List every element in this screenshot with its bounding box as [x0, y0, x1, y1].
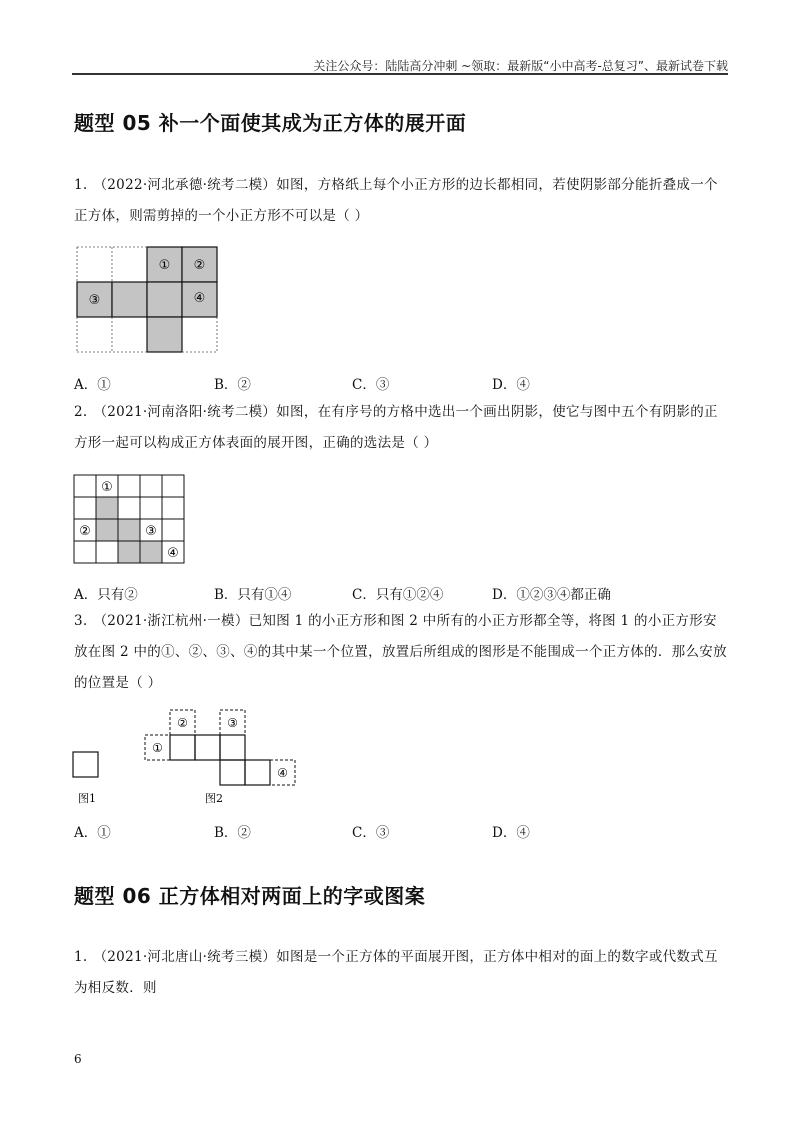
question-number: 2.: [74, 404, 88, 420]
section-title-05: 题型 05 补一个面使其成为正方体的展开面: [74, 111, 467, 135]
section-06-question-1-text: [74, 942, 729, 1004]
option-c[interactable]: C．③: [352, 825, 390, 841]
cell-label-2: ②: [79, 524, 91, 539]
question-number: 3.: [74, 613, 88, 629]
cell-label-2: ②: [177, 716, 188, 730]
figure-2-label: 图2: [205, 792, 223, 805]
question-3-figure: [72, 706, 302, 808]
question-body: （2021·浙江杭州·一模）已知图 1 的小正方形和图 2 中所有的小正方形都全等，将图 1 的小正方形安放在图 2 中的①、②、③、④的其中某一个位置，放置后所组成的图形是不能围成一个正方体的．那么安放的位置是（ ）: [74, 613, 727, 691]
option-d[interactable]: D．①②③④都正确: [492, 587, 611, 603]
question-body: （2022·河北承德·统考二模）如图，方格纸上每个小正方形的边长都相同，若使阴影部分能折叠成一个正方体，则需剪掉的一个小正方形不可以是（ ）: [74, 177, 718, 224]
option-a[interactable]: A．①: [74, 377, 111, 393]
question-number: 1.: [74, 177, 88, 193]
question-body: （2021·河北唐山·统考三模）如图是一个正方体的平面展开图，正方体中相对的面上的数字或代数式互为相反数．则: [74, 949, 718, 996]
cell-label-1: ①: [158, 258, 171, 273]
cell-label-1: ①: [152, 741, 163, 755]
cell-label-2: ②: [193, 258, 206, 273]
page-header: 关注公众号：陆陆高分冲刺 ~领取：最新版“小中高考-总复习”、最新试卷下载: [313, 59, 728, 73]
question-1-text: [74, 170, 729, 232]
page-number: 6: [74, 1052, 82, 1066]
cell-label-4: ④: [193, 291, 206, 306]
cell-label-4: ④: [167, 546, 179, 561]
option-d[interactable]: D．④: [492, 825, 530, 841]
option-b[interactable]: B．只有①④: [214, 587, 292, 603]
cell-label-4: ④: [277, 766, 288, 780]
option-d[interactable]: D．④: [492, 377, 530, 393]
figure-1-square: [73, 752, 98, 777]
cell-label-3: ③: [145, 524, 157, 539]
option-c[interactable]: C．③: [352, 377, 390, 393]
question-body: （2021·河南洛阳·统考二模）如图，在有序号的方格中选出一个画出阴影，使它与图中五个有阴影的正方形一起可以构成正方体表面的展开图，正确的选法是（ ）: [74, 404, 718, 451]
figure-1-label: 图1: [78, 792, 96, 805]
cell-label-1: ①: [101, 480, 113, 495]
cell-label-3: ③: [88, 293, 101, 308]
option-c[interactable]: C．只有①②④: [352, 587, 444, 603]
question-1-figure: [74, 245, 219, 355]
option-b[interactable]: B．②: [214, 825, 251, 841]
question-3-text: [74, 606, 729, 699]
section-title-06: 题型 06 正方体相对两面上的字或图案: [74, 884, 426, 908]
option-b[interactable]: B．②: [214, 377, 251, 393]
question-number: 1.: [74, 949, 88, 965]
header-rule: [72, 73, 728, 75]
option-a[interactable]: A．①: [74, 825, 111, 841]
option-a[interactable]: A．只有②: [74, 587, 138, 603]
question-2-text: [74, 397, 729, 459]
question-2-figure: [73, 474, 185, 564]
cell-label-3: ③: [227, 716, 238, 730]
